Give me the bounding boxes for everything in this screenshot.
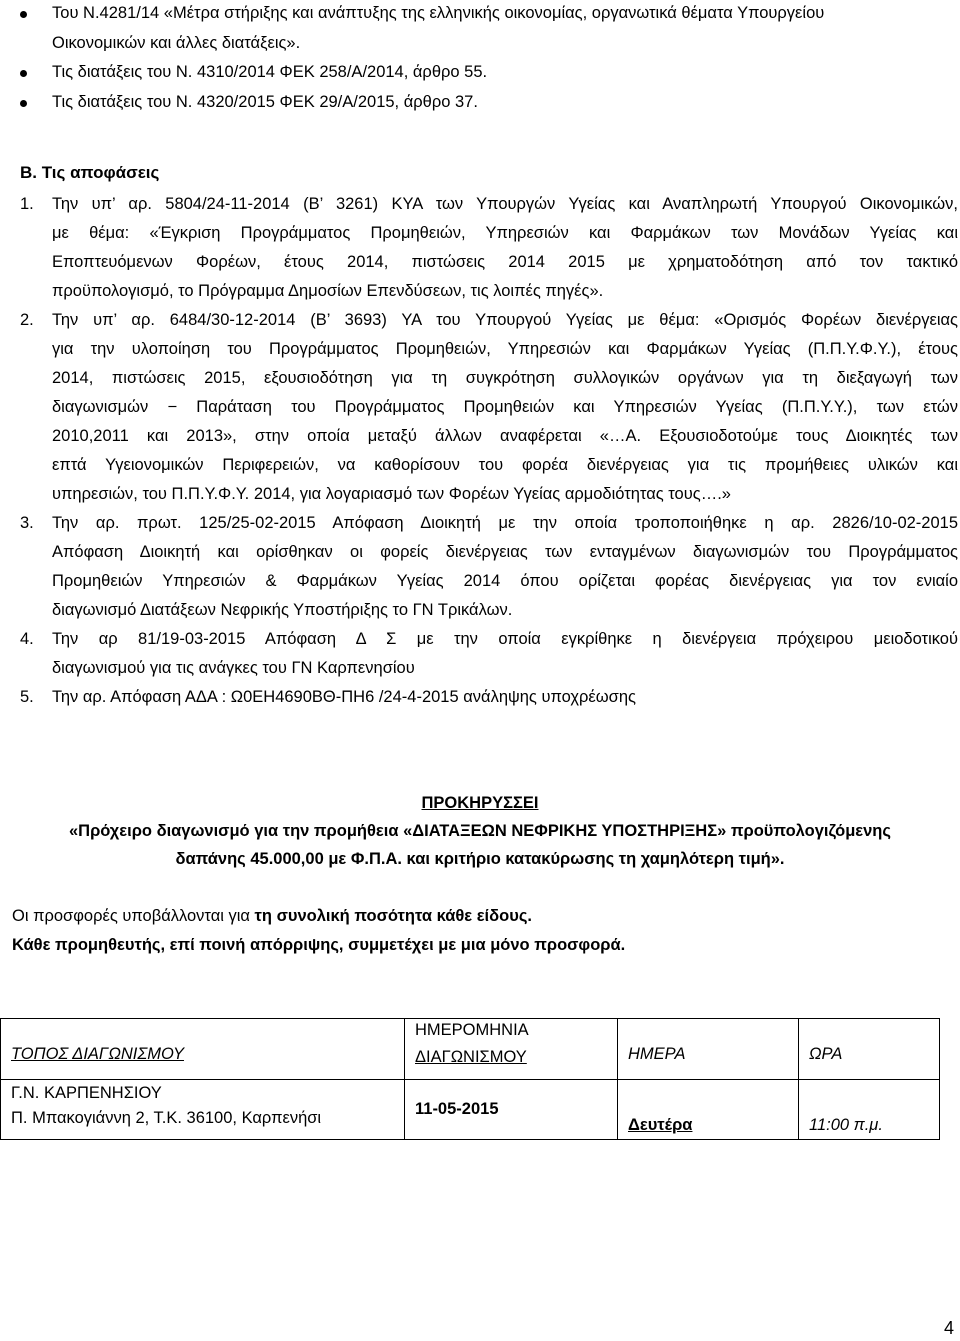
decision-5-number: 5. bbox=[20, 688, 34, 706]
decision-2-line: 2014, πιστώσεις 2015, εξουσιοδότηση για τη συγκρότηση συλλογικών οργάνων για τη διεξαγωγή των bbox=[52, 369, 958, 387]
offers-line-1-plain: Οι προσφορές υποβάλλονται για bbox=[12, 907, 255, 925]
page-number: 4 bbox=[944, 1318, 955, 1338]
bullet-icon bbox=[20, 11, 27, 18]
decision-1-line: με θέμα: «Έγκριση Προγράμματος Προμηθειών, Υπηρεσιών και Φαρμάκων των Μονάδων Υγείας και bbox=[52, 224, 958, 242]
decision-2-line: για την υλοποίηση του Προγράμματος Προμηθειών, Υπηρεσιών και Φαρμάκων Υγείας (Π.Π.Υ.Φ.Υ.), έτους bbox=[52, 340, 958, 358]
decision-2-line: διαγωνισμών − Παράταση του Προγράμματος Προμηθειών και Υπηρεσιών Υγείας (Π.Π.Υ.Υ.), των ετών bbox=[52, 398, 958, 416]
decision-4-number: 4. bbox=[20, 630, 34, 648]
place-line-1: Γ.Ν. ΚΑΡΠΕΝΗΣΙΟΥ bbox=[11, 1084, 162, 1102]
decision-1-line: Εποπτευόμενων Φορέων, έτους 2014, πιστώσεις 2014 2015 με χρηματοδότηση από τον τακτικό bbox=[52, 253, 958, 271]
decision-4-line: διαγωνισμού για τις ανάγκες του ΓΝ Καρπενησίου bbox=[52, 659, 415, 677]
decision-3-line: Την αρ. πρωτ. 125/25-02-2015 Απόφαση Διοικητή με την οποία τροποποιήθηκε η αρ. 2826/10-02-2015 bbox=[52, 514, 958, 532]
decision-1-line: προϋπολογισμό, το Πρόγραμμα Δημοσίων Επενδύσεων, τις λοιπές πηγές». bbox=[52, 282, 604, 300]
table-header-row bbox=[1, 1019, 940, 1080]
place-cell bbox=[1, 1080, 405, 1140]
offers-line-1 bbox=[12, 905, 532, 927]
decision-1-line: Την υπ’ αρ. 5804/24-11-2014 (Β’ 3261) ΚΥΑ των Υπουργών Υγείας και Αναπληρωτή Υπουργού Οικονομικών, bbox=[52, 195, 958, 213]
header-date-line-1: ΗΜΕΡΟΜΗΝΙΑ bbox=[415, 1021, 529, 1039]
decision-2-number: 2. bbox=[20, 311, 34, 329]
decision-2-line: 2010,2011 και 2013», στην οποία μεταξύ άλλων αναφέρεται «…Α. Εξουσιοδοτούμε τους Διοικητές των bbox=[52, 427, 958, 445]
bullet-1-line-2: Οικονομικών και άλλες διατάξεις». bbox=[52, 34, 301, 52]
header-day: ΗΜΕΡΑ bbox=[628, 1044, 686, 1063]
announcement-title-text: ΠΡΟΚΗΡΥΣΣΕΙ bbox=[421, 794, 539, 812]
day-cell bbox=[618, 1080, 799, 1140]
announcement-line-2: δαπάνης 45.000,00 με Φ.Π.Α. και κριτήριο κατακύρωσης τη χαμηλότερη τιμή». bbox=[175, 850, 785, 868]
announcement-line-1: «Πρόχειρο διαγωνισμό για την προμήθεια «ΔΙΑΤΑΞΕΩΝ ΝΕΦΡΙΚΗΣ ΥΠΟΣΤΗΡΙΞΗΣ» προϋπολογιζόμενης bbox=[69, 822, 891, 840]
bullet-icon bbox=[20, 100, 27, 107]
decision-3-number: 3. bbox=[20, 514, 34, 532]
header-date-cell bbox=[405, 1019, 618, 1080]
header-place: ΤΟΠΟΣ ΔΙΑΓΩΝΙΣΜΟΥ bbox=[11, 1044, 184, 1063]
header-time-cell bbox=[799, 1019, 940, 1080]
decision-5-line: Την αρ. Απόφαση ΑΔΑ : Ω0ΕΗ4690ΒΘ-ΠΗ6 /24-4-2015 ανάληψης υποχρέωσης bbox=[52, 688, 636, 706]
bullet-2: Τις διατάξεις του Ν. 4310/2014 ΦΕΚ 258/Α/2014, άρθρο 55. bbox=[52, 63, 488, 81]
decision-3-line: Απόφαση Διοικητή και ορίσθηκαν οι φορείς διενέργειας των ενταγμένων διαγωνισμών του Προγράμματος bbox=[52, 543, 958, 561]
section-title: Β. Τις αποφάσεις bbox=[20, 163, 160, 182]
decision-2-line: υπηρεσιών, του Π.Π.Υ.Φ.Υ. 2014, για λογαριασμό των Φορέων Υγείας αρμοδιότητας τους….» bbox=[52, 485, 731, 503]
decision-2-line: επτά Υγειονομικών Περιφερειών, να καθορίσουν του φορέα διενέργειας για τις προμήθειες υλικών και bbox=[52, 456, 958, 474]
decision-3-line: Προμηθειών Υπηρεσιών & Φαρμάκων Υγείας 2014 όπου ορίζεται φορέας διενέργειας για τον ενιαίο bbox=[52, 572, 958, 590]
tender-date: 11-05-2015 bbox=[415, 1100, 499, 1118]
decision-1-number: 1. bbox=[20, 195, 34, 213]
header-time: ΩΡΑ bbox=[809, 1044, 843, 1063]
header-date-line-2: ΔΙΑΓΩΝΙΣΜΟΥ bbox=[415, 1048, 527, 1066]
header-place-cell bbox=[1, 1019, 405, 1080]
bullet-3: Τις διατάξεις του Ν. 4320/2015 ΦΕΚ 29/Α/2015, άρθρο 37. bbox=[52, 93, 478, 111]
tender-day: Δευτέρα bbox=[628, 1116, 693, 1134]
header-day-cell bbox=[618, 1019, 799, 1080]
date-cell bbox=[405, 1080, 618, 1140]
offers-line-1-bold: τη συνολική ποσότητα κάθε είδους. bbox=[254, 907, 532, 925]
bullet-1-line-1: Του Ν.4281/14 «Μέτρα στήριξης και ανάπτυξης της ελληνικής οικονομίας, οργανωτικά θέματα Υπουργείου bbox=[52, 4, 825, 22]
decision-4-line: Την αρ 81/19-03-2015 Απόφαση Δ Σ με την οποία εγκρίθηκε η διενέργεια πρόχειρου μειοδοτικού bbox=[52, 630, 958, 648]
announcement-title bbox=[0, 792, 960, 814]
bullet-icon bbox=[20, 70, 27, 77]
offers-line-2: Κάθε προμηθευτής, επί ποινή απόρριψης, συμμετέχει με μια μόνο προσφορά. bbox=[12, 936, 626, 954]
decision-3-line: διαγωνισμό Διατάξεων Νεφρικής Υποστήριξης το ΓΝ Τρικάλων. bbox=[52, 601, 513, 619]
tender-time: 11:00 π.μ. bbox=[809, 1116, 883, 1134]
time-cell bbox=[799, 1080, 940, 1140]
decision-2-line: Την υπ’ αρ. 6484/30-12-2014 (Β’ 3693) ΥΑ του Υπουργού Υγείας με θέμα: «Ορισμός Φορέων διενέργειας bbox=[52, 311, 958, 329]
tender-info-table bbox=[0, 1018, 940, 1140]
table-row bbox=[1, 1080, 940, 1140]
place-line-2: Π. Μπακογιάννη 2, Τ.Κ. 36100, Καρπενήσι bbox=[11, 1109, 322, 1127]
